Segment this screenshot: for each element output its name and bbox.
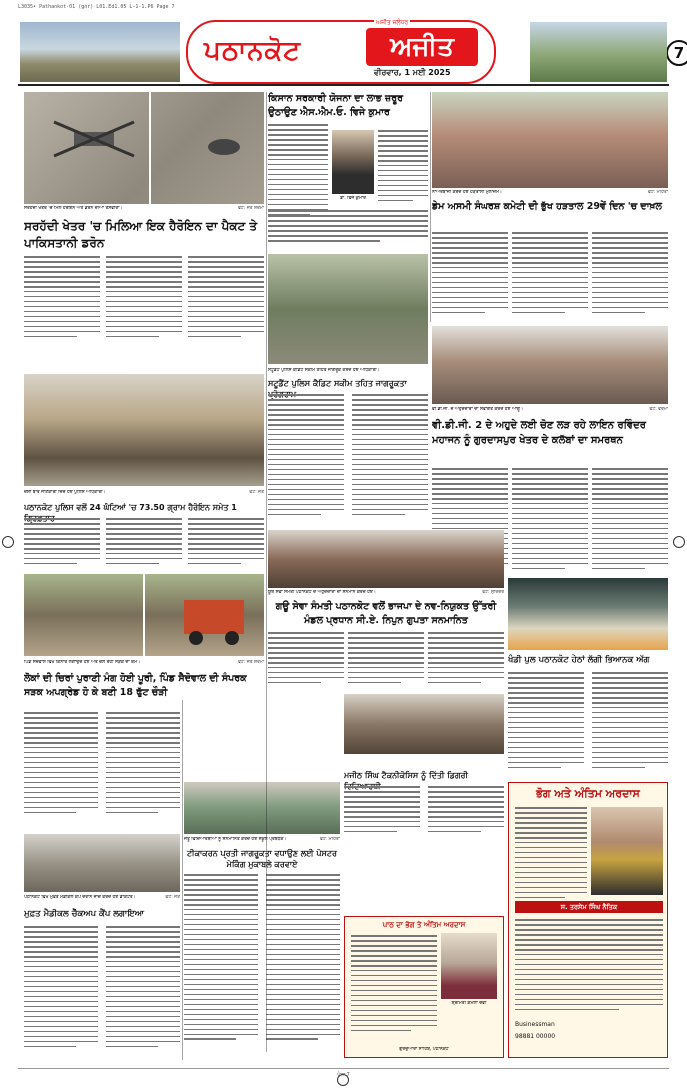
column-rule bbox=[430, 92, 431, 322]
masthead-date: ਵੀਰਵਾਰ, 1 ਮਈ 2025 bbox=[374, 68, 451, 77]
bjp-caption: ਯੂਥ ਸੇਵਾ ਸੰਮਤੀ ਪਠਾਨਕੋਟ ਦੇ ਅਹੁਦੇਦਾਰਾਂ ਦਾ ਸਨਮਾਨ ਕਰਦੇ ਹੋਏ। ਫੋਟੋ: ਸੁਰਿੰਦਰ bbox=[268, 590, 504, 595]
police-headline: ਪਠਾਨਕੋਟ ਪੁਲਿਸ ਵਲੋਂ 24 ਘੰਟਿਆਂ 'ਚ 73.50 ਗ੍ਰਾਮ ਹੈਰੋਇਨ ਸਮੇਤ 1 bbox=[24, 503, 237, 512]
police-photo bbox=[24, 374, 264, 486]
fire-photo bbox=[508, 578, 668, 650]
students-caption: ਸਟੂਡੈਂਟ ਪੁਲਿਸ ਕੈਡਿਟ ਸਕੀਮ ਤਹਿਤ ਜਾਗਰੂਕ ਕਰਦੇ ਹੋਏ ਅਧਿਕਾਰੀ। bbox=[268, 368, 380, 373]
degrees-body-text bbox=[344, 786, 504, 840]
bhog-ad-small-title: ਪਾਠ ਦਾ ਭੋਗ ਤੇ ਅੰਤਿਮ ਅਰਦਾਸ bbox=[382, 921, 466, 929]
bhog-ad-small-name: ਸ਼੍ਰੀਮਤੀ ਕਮਲਾ ਦੇਵੀ bbox=[451, 1001, 487, 1006]
welcome-headline: ਵੀ.ਡੀ.ਜੀ. 2 ਦੇ ਅਹੁਦੇ ਲਈ ਚੋਣ ਲੜ ਰਹੇ ਲਾਇਨ ਰਵਿੰਦਰ ਮਹਾਜਨ ਨੂੰ ਗੁਰਦਾਸਪੁਰ ਖੇਤਰ ਦੇ ਕਲੱਬਾਂ ਦਾ ਸਮਰਥਨ bbox=[432, 420, 646, 446]
school-photo bbox=[184, 782, 340, 834]
drone-body-text bbox=[24, 256, 264, 371]
page-footer: ਪੰਨਾ 7 bbox=[18, 1068, 669, 1082]
welcome-photo bbox=[432, 326, 668, 404]
students-photo bbox=[268, 254, 428, 364]
masthead-right-photo bbox=[530, 22, 667, 82]
column-rule bbox=[182, 700, 183, 1060]
rally-photo bbox=[432, 92, 668, 188]
registration-mark-icon bbox=[2, 536, 14, 548]
masthead-left-photo bbox=[20, 22, 180, 82]
kisan-portrait-caption: ਡਾ. ਵਿਜੇ ਕੁਮਾਰ bbox=[340, 196, 366, 201]
kisan-portrait bbox=[332, 130, 374, 194]
school-headline: ਟੀਕਾਕਰਨ ਪ੍ਰਤੀ ਜਾਗਰੂਕਤਾ ਵਧਾਉਣ ਲਈ ਪੋਸਟਰ ਮੇਕਿੰਗ ਮੁਕਾਬਲੇ ਕਰਵਾਏ bbox=[187, 849, 337, 869]
rally-caption: ਨਾਅਰੇਬਾਜ਼ੀ ਕਰਦੇ ਹੋਏ ਹੜਤਾਲੀ ਮੁਲਾਜ਼ਮ। ਫੋਟੋ: ਮਹਿਤਾ bbox=[432, 190, 668, 195]
bjp-headline: ਗਊ ਸੇਵਾ ਸੰਮਤੀ ਪਠਾਨਕੋਟ ਵਲੋਂ ਭਾਜਪਾ ਦੇ ਨਵ-ਨਿਯੁਕਤ ਉੱਤਰੀ ਮੰਡਲ ਪ੍ਰਧਾਨ ਸੀ.ਏ. ਨਿਪੁਨ ਗੁਪਤਾ ਸਨਮਾਨਿਤ bbox=[275, 601, 497, 626]
kisan-body-right bbox=[378, 130, 428, 210]
print-slug: L3035• Pathankot-01 (gnr) L01.Ed1.05 L-1-1.P6 Page 7 bbox=[18, 4, 175, 10]
masthead-title-box bbox=[186, 19, 685, 84]
degrees-headline: ਮਜੀਠ ਸਿੰਘ ਟੈਕਨੀਕੋਸਿਸ ਨੂੰ ਦਿੱਤੀ ਡਿਗਰੀ bbox=[344, 771, 468, 780]
school-body-text bbox=[184, 874, 340, 1054]
bhog-ad-small-text bbox=[351, 935, 437, 1039]
school-caption: ਜੇਤੂ ਵਿਦਿਆਰਥੀਆਂ ਨੂੰ ਸਨਮਾਨਿਤ ਕਰਦੇ ਹੋਏ ਸਕੂਲ ਪ੍ਰਬੰਧਕ। ਫੋਟੋ: ਮਹਿਤਾ bbox=[184, 837, 340, 842]
road-body-text bbox=[24, 712, 180, 820]
bhog-ad-large-phone: 98881 00000 bbox=[515, 1033, 556, 1040]
road-caption: ਪਿੰਡ ਸੈਦੋਵਾਲ ਵਿਖੇ ਕਿਨਾਰੇ ਲਗਾਉਂਦੇ ਹੋਏ ਅਤੇ ਚੱਲ ਰਹੀ ਸੜਕ ਦਾ ਕੰਮ। ਫੋਟੋ: ਜੈਤ ਸ਼ਰਮਾ bbox=[24, 660, 264, 665]
registration-mark-icon bbox=[673, 536, 685, 548]
welcome-caption: ਵੀ.ਡੀ.ਜੀ. ਦੇ ਅਹੁਦੇਦਾਰਾਂ ਦਾ ਸਵਾਗਤ ਕਰਦੇ ਹੋਏ ਆਗੂ। ਫੋਟੋ: ਵਰਮਾ bbox=[432, 407, 668, 412]
road-headline: ਲੋਕਾਂ ਦੀ ਚਿਰਾਂ ਪੁਰਾਣੀ ਮੰਗ ਹੋਈ ਪੂਰੀ, ਪਿੰਡ ਸੈਦੋਵਾਲ ਦੀ ਸੰਪਰਕ ਸੜਕ ਅਪਗ੍ਰੇਡ ਹੋ ਕੇ ਬਣੀ 18 ਫੁੱਟ ਚੌੜੀ bbox=[24, 673, 247, 698]
masthead bbox=[18, 18, 685, 86]
degrees-photo bbox=[344, 694, 504, 754]
bhog-ad-small bbox=[344, 916, 504, 1058]
kisan-body-left bbox=[268, 124, 328, 224]
page-number: 7 bbox=[666, 40, 687, 66]
rally-headline: ਡੇਮ ਅਸਮੀ ਸੰਘਰਸ਼ ਕਮੇਟੀ ਦੀ ਭੁੱਖ ਹੜਤਾਲ 29ਵੇਂ ਦਿਨ 'ਚ ਦਾਖ਼ਲ bbox=[432, 201, 662, 212]
bjp-photo bbox=[268, 530, 504, 588]
students-headline: ਸਟੂਡੈਂਟ ਪੁਲਿਸ ਕੈਡਿਟ ਸਕੀਮ ਤਹਿਤ ਜਾਗਰੂਕਤਾ bbox=[268, 379, 407, 388]
bhog-ad-large-business: Businessman bbox=[515, 1021, 555, 1028]
masthead-name-right: ਅਜੀਤ bbox=[366, 28, 478, 66]
truck-icon bbox=[24, 574, 264, 656]
kisan-headline: ਕਿਸਾਨ ਸਰਕਾਰੀ ਯੋਜਨਾ ਦਾ ਲਾਭ ਜ਼ਰੂਰ ਉਠਾਉਣ ਐਸ.ਐਮ.ਓ. ਵਿਜੇ ਕੁਮਾਰ bbox=[268, 93, 403, 118]
road-photo bbox=[24, 574, 264, 656]
bhog-ad-large-title: ਭੋਗ ਅਤੇ ਅੰਤਿਮ ਅਰਦਾਸ bbox=[536, 787, 640, 800]
police-body-text bbox=[24, 518, 264, 570]
bhog-ad-large-mourners bbox=[515, 919, 663, 1015]
students-body-text bbox=[268, 394, 428, 524]
bhog-ad-large-text bbox=[515, 807, 587, 907]
kisan-body-bottom bbox=[268, 210, 428, 250]
medical-body-text bbox=[24, 926, 180, 1056]
bhog-ad-large-portrait bbox=[591, 807, 663, 895]
drone-caption: ਸਰਹੱਦੀ ਖੇਤਰ 'ਚ ਮਿਲੇ ਹੈਰੋਇਨ ਅਤੇ ਡਰੋਨ ਦੀਆਂ ਤਸਵੀਰਾਂ। ਫੋਟੋ: ਜੈਤ ਸ਼ਰਮਾ bbox=[24, 206, 264, 211]
drone-icon bbox=[24, 92, 264, 204]
bjp-body-text bbox=[268, 632, 504, 692]
bhog-ad-small-footer: ਗੁਰਦੁਆਰਾ ਸਾਹਿਬ, ਪਠਾਨਕੋਟ bbox=[399, 1047, 449, 1052]
fire-body-text bbox=[508, 672, 668, 776]
medical-photo bbox=[24, 834, 180, 892]
column-rule bbox=[266, 92, 267, 1052]
rally-body-text bbox=[432, 232, 668, 322]
drone-photo bbox=[24, 92, 264, 204]
bhog-ad-small-portrait bbox=[441, 933, 497, 999]
masthead-tagline: ਅਜੀਤ ਜਲੰਧਰ bbox=[376, 19, 409, 26]
masthead-name-left: ਪਠਾਨਕੋਟ bbox=[204, 36, 301, 66]
bhog-ad-large-name: ਸ. ਤਰਸੇਮ ਸਿੰਘ ਨੈਤਿਕ bbox=[515, 901, 663, 913]
fire-headline: ਖੰਡੀ ਪੁਲ ਪਠਾਨਕੋਟ ਹੇਠਾਂ ਲੱਗੀ ਭਿਆਨਕ ਅੱਗ bbox=[508, 655, 650, 665]
drone-headline: ਸਰਹੱਦੀ ਖੇਤਰ 'ਚ ਮਿਲਿਆ ਇਕ ਹੈਰੋਇਨ ਦਾ ਪੈਕਟ ਤੇ ਪਾਕਿਸਤਾਨੀ ਡਰੋਨ bbox=[24, 219, 258, 250]
medical-caption: ਪਠਾਨਕੋਟ ਵਿਖੇ ਮੁਫ਼ਤ ਮੈਡੀਕਲ ਕੈਂਪ ਦੌਰਾਨ ਜਾਂਚ ਕਰਦੇ ਹੋਏ ਡਾਕਟਰ। ਫੋਟੋ: ਜੈਤ bbox=[24, 895, 180, 900]
bhog-ad-large bbox=[508, 782, 668, 1058]
medical-headline: ਮੁਫ਼ਤ ਮੈਡੀਕਲ ਚੈੱਕਅਪ ਕੈਂਪ ਲਗਾਇਆ bbox=[24, 909, 144, 919]
police-caption: ਦੋਸ਼ੀ ਬਾਰੇ ਜਾਣਕਾਰੀ ਦਿੰਦੇ ਹੋਏ ਪੁਲਿਸ ਅਧਿਕਾਰੀ। ਫੋਟੋ: ਜੈਤ bbox=[24, 490, 264, 495]
